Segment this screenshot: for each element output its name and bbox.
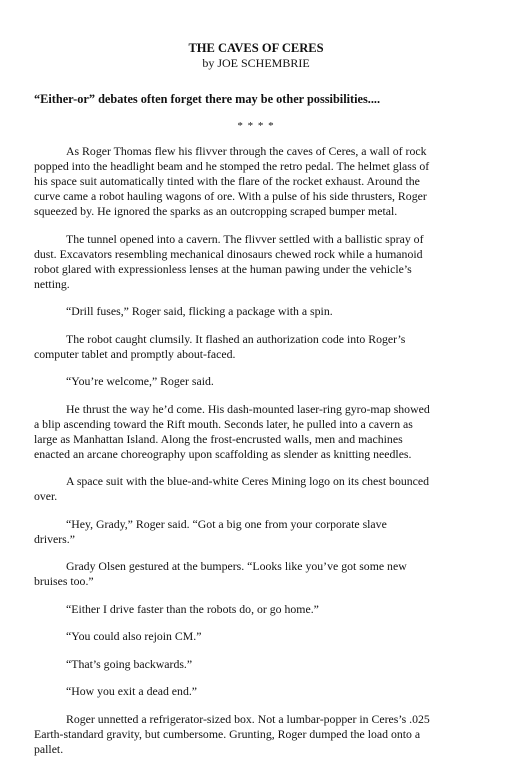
paragraph-line: a blip ascending toward the Rift mouth. Seconds later, he pulled into a cavern as (34, 416, 413, 431)
paragraph (34, 402, 480, 462)
paragraph-line: squeezed by. He ignored the sparks as an outcropping scraped bumper metal. (34, 204, 398, 218)
paragraph-line: bruises too.” (34, 574, 94, 588)
paragraph-line: computer tablet and promptly about-faced. (34, 346, 236, 361)
paragraph-line: netting. (34, 276, 70, 291)
paragraph (34, 232, 480, 292)
paragraph-line: large as Manhattan Island. Along the frost-encrusted walls, men and machines (34, 431, 403, 446)
author-byline: by JOE SCHEMBRIE (202, 56, 310, 70)
paragraph-line: Roger unnetted a refrigerator-sized box. Not a lumbar-popper in Ceres’s .025 (66, 711, 430, 726)
paragraph (34, 517, 480, 547)
paragraph-line: As Roger Thomas flew his flivver through the caves of Ceres, a wall of rock (66, 144, 427, 158)
paragraph-line: The tunnel opened into a cavern. The flivver settled with a ballistic spray of (66, 231, 424, 246)
paragraph (34, 304, 480, 319)
paragraph-line: his space suit automatically tinted with the flare of the rocket exhaust. Around the (34, 174, 420, 188)
paragraph-line: Grady Olsen gestured at the bumpers. “Looks like you’ve got some new (66, 559, 407, 573)
paragraph (34, 559, 480, 589)
paragraph (34, 332, 480, 362)
paragraph-line: enacted an arcane choreography upon scaffolding as slender as knitting needles. (34, 446, 412, 461)
paragraph-line: pallet. (34, 741, 64, 756)
paragraph (34, 602, 480, 617)
paragraph-line: Earth-standard gravity, but cumbersome. Grunting, Roger dumped the load onto a (34, 726, 421, 741)
paragraph (34, 144, 480, 219)
paragraph (34, 374, 480, 389)
epigraph: “Either-or” debates often forget there may be other possibilities.... (34, 92, 381, 106)
paragraph-line: drivers.” (34, 531, 75, 546)
paragraph-line: “You could also rejoin CM.” (66, 629, 202, 643)
paragraph-line: “Hey, Grady,” Roger said. “Got a big one from your corporate slave (66, 516, 387, 531)
paragraph-line: “Drill fuses,” Roger said, flicking a package with a spin. (66, 304, 333, 318)
paragraph-line: “Either I drive faster than the robots do, or go home.” (66, 601, 319, 616)
paragraph-line: curve came a robot hauling wagons of ore. With a pulse of his side thrusters, Roger (34, 189, 427, 203)
paragraph (34, 712, 480, 757)
story-body (34, 144, 480, 769)
paragraph-line: “You’re welcome,” Roger said. (66, 374, 214, 388)
paragraph-line: over. (34, 489, 58, 503)
paragraph-line: He thrust the way he’d come. His dash-mounted laser-ring gyro-map showed (66, 401, 430, 416)
paragraph (34, 629, 480, 644)
section-separator: * * * * (237, 120, 275, 132)
paragraph (34, 657, 480, 672)
paragraph-line: The robot caught clumsily. It flashed an authorization code into Roger’s (66, 331, 406, 346)
story-title: THE CAVES OF CERES (188, 41, 324, 55)
paragraph (34, 474, 480, 504)
paragraph (34, 684, 480, 699)
paragraph-line: dust. Excavators resembling mechanical dinosaurs chewed rock while a humanoid (34, 246, 423, 261)
paragraph-line: “That’s going backwards.” (66, 656, 193, 671)
paragraph-line: popped into the headlight beam and he stomped the retro pedal. The helmet glass of (34, 159, 430, 173)
paragraph-line: robot glared with expressionless lenses at the human pawing under the vehicle’s (34, 261, 412, 276)
paragraph-line: “How you exit a dead end.” (66, 684, 198, 698)
paragraph-line: A space suit with the blue-and-white Ceres Mining logo on its chest bounced (66, 474, 430, 488)
